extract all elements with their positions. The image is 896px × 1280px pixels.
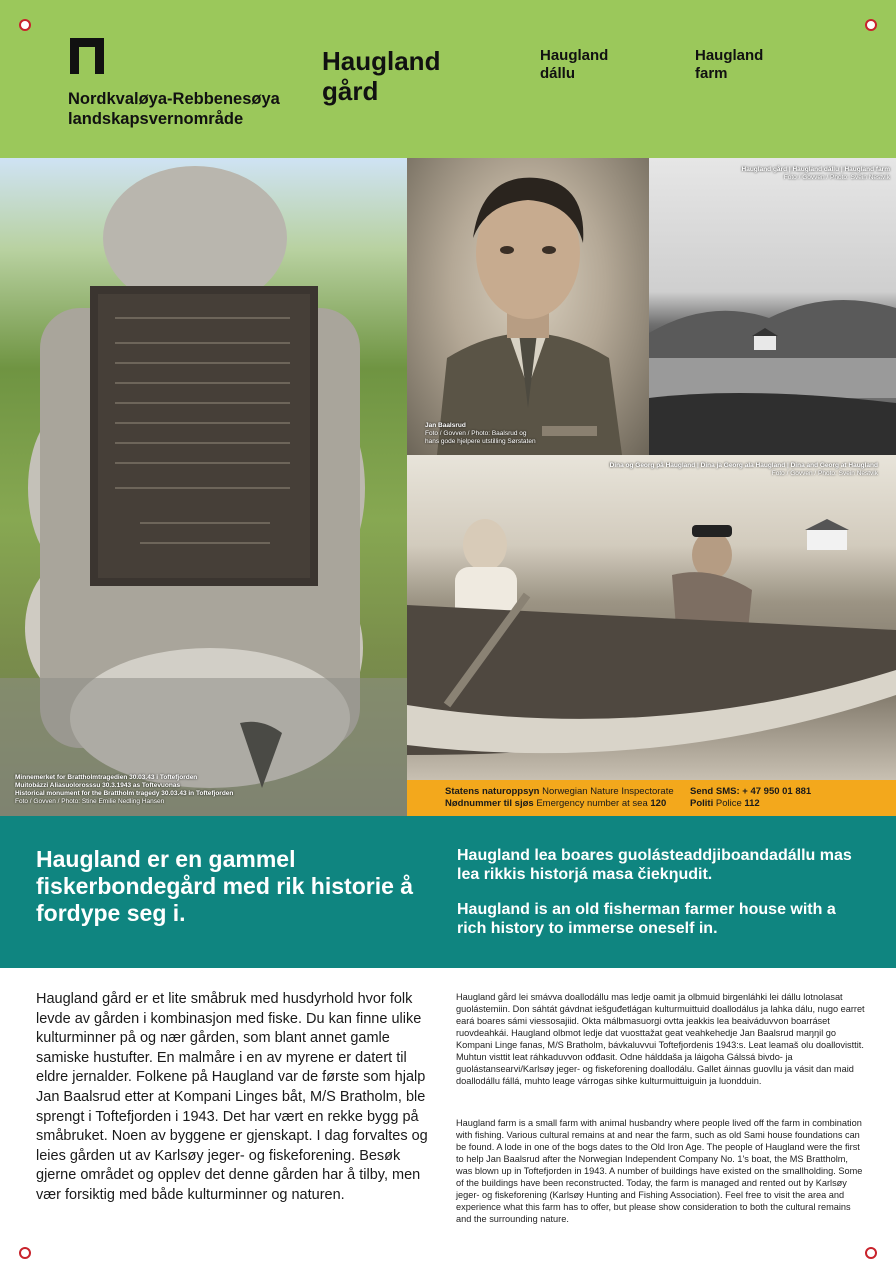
monument-caption-line-3: Historical monument for the Brattholm tragedy 30.03.43 in Toftefjorden [15,790,234,797]
page-title-norwegian [322,46,472,106]
jan-caption [425,422,536,446]
dina-and-georg-boat-photo [407,455,896,780]
mounting-pin-icon [19,1247,31,1259]
sea-emergency-english: Emergency number at sea [536,798,648,809]
lead-section [0,816,896,968]
sea-emergency-label: Nødnummer til sjøs [445,798,534,809]
jan-caption-credit-2: hans gode hjelpere utstilling Sørstaten [425,438,536,445]
protected-area-name [68,89,280,129]
jan-caption-credit-1: Foto / Govven / Photo: Baalsrud og [425,430,527,437]
org-line-1: Nordkvaløya-Rebbenesøya [68,90,280,108]
body-text-english: Haugland farm is a small farm with animal husbandry where people lived off the farm in combination with fishing. Various cultural remains at and near the farm, such as old Sami house foundations can be found. A lode in one of the bogs dates to the Old Iron Age. The people of Haugland were the first to help Jan Baalsrud after the Norwegian Independent Company No. 1's boat, the MS Brattholm, was blown up in Toftefjorden in 1943. A number of buildings have existed on the smallholding. Some of the buildings have been reconstructed. Today, the farm is managed and rented out by Karlsøy jeger- og fiskeforening (Karlsøy Hunting and Fishing Association). Feel free to visit the area and experience what this farm has to offer, but please show consideration to both the cultural remains and the surrounding nature. [456,1118,863,1224]
page-title-sami [540,47,650,83]
mounting-pin-icon [865,1247,877,1259]
monument-caption [15,774,233,806]
sea-emergency-number: 120 [650,798,667,809]
inspectorate-english: Norwegian Nature Inspectorate [542,786,674,797]
landscape-caption-title: Haugland gård | Haugland dállu | Haugland farm [741,166,890,173]
title-se-line-2: dállu [540,65,576,82]
inspectorate-label: Statens naturoppsyn [445,786,540,797]
monument-illustration [0,158,407,816]
emergency-contact-bar [407,780,896,816]
sms-number: + 47 950 01 881 [742,786,812,797]
title-en-line-2: farm [695,65,728,82]
monument-caption-line-1: Minnemerket for Brattholmtragedien 30.03.43 i Toftefjorden [15,774,198,781]
boat-illustration [407,455,896,780]
boat-caption [610,462,878,478]
emergency-left-column [445,786,674,810]
emergency-right-column [690,786,811,810]
jan-caption-name: Jan Baalsrud [425,422,466,429]
sms-label: Send SMS: [690,786,740,797]
org-line-2: landskapsvernområde [68,110,244,128]
body-text-norwegian: Haugland gård er et lite småbruk med husdyrhold hvor folk levde av gården i kombinasjon med fiske. Du kan finne ulike kulturminner på og nær gården, som blant annet gamle samiske hustufter. En malmåre i en av myrene er datert til eldre jernalder. Folkene på Haugland var de første som hjalp Jan Baalsrud etter at Kompani Linges båt, M/S Bratholm, ble sprengt i Toftefjorden i 1943. Det har vært en rekke bygg på småbruket. Noen av byggene er gjenskapt. I dag forvaltes og leies gården ut av Karlsøy jeger- og fiskeforening. Besøk gjerne området og opplev det denne gården har å tilby, men vær forsiktig med både kulturminner og naturen. [36,991,428,1203]
lead-text-norwegian: Haugland er en gammel fiskerbondegård med rik historie å fordype seg i. [36,846,414,926]
title-se-line-1: Haugland [540,47,609,64]
police-english: Police [715,798,742,809]
mounting-pin-icon [19,19,31,31]
title-en-line-1: Haugland [695,47,764,64]
header-banner [0,0,896,158]
landscape-photo-credit: Foto / Govven / Photo: Svein Nestvik [783,174,890,181]
police-number: 112 [744,798,760,809]
boat-caption-title: Dina og Georg på Haugland | Dina ja Georg ala Haugland | Dina and Georg at Haugland [609,462,878,469]
page-title-english [695,47,805,83]
boat-photo-credit: Foto / Govven / Photo: Svein Nestvik [771,470,878,477]
nature-inspectorate-logo-icon [70,38,104,74]
title-no-line-1: Haugland [322,46,441,76]
haugland-farm-landscape-photo [649,158,896,455]
lead-text-english: Haugland is an old fisherman farmer house with a rich history to immerse oneself in. [457,901,836,937]
monument-caption-line-2: Muitobázzi Aliasuolorosssu 30.3.1943 as Toftevuonas [15,782,181,789]
police-label: Politi [690,798,714,809]
landscape-caption [742,166,890,182]
title-no-line-2: gård [322,76,379,106]
lead-text-sami: Haugland lea boares guolásteaddjiboandadállu mas lea rikkis historjá masa čiekŋudit. [457,847,852,883]
portrait-illustration [407,158,649,455]
landscape-illustration [649,158,896,455]
body-text-sami: Haugland gård lei smávva doallodállu mas ledje oamit ja olbmuid birgenláhki lei dállu lotnolasat guolástemiin. Don sáhtát gávdnat iešguđetlágan kulturmuittuid doallodálus ja lahka dálu, nugo earret eará boares sámi viessosajiid. Okta málbmasuorgi ovtta jeakkis lea beaiváduvvon boarráset ruovdeahkái. Haugland olbmot ledje dat vuosttažat geat veahkehedje Jan Baalsrud maŋŋil go Kompani Linge fanas, M/S Bratholm, bávkaluvvui Toftefjordenis 1943:s. Leat leamaš olu doallovisttit. Muhtun visttit leat ráhkaduvvon ođđasit. Odne hálddaša ja láigoha Gálssá bivdo- ja guolástansearvi/Karlsøy jeger- og fiskeforening doallodálu. Gallet áinnas guovllu ja vásit dan maid doallodállu fállá, muhto leage várrogas sihke kulturmuittuiguin ja luondduin. [456,992,865,1086]
jan-baalsrud-portrait [407,158,649,455]
monument-photo [0,158,407,816]
monument-photo-credit: Foto / Govven / Photo: Stine Emilie Nedling Hansen [15,798,165,805]
mounting-pin-icon [865,19,877,31]
